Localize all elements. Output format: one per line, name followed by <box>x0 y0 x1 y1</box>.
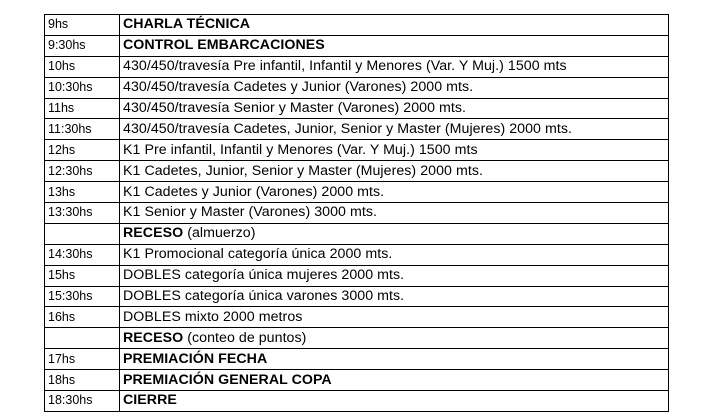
time-cell: 18hs <box>45 370 120 391</box>
event-cell <box>120 56 669 77</box>
table-row <box>45 391 669 412</box>
event-note: (almuerzo) <box>183 225 256 242</box>
event-cell <box>120 349 669 370</box>
table-row <box>45 265 669 286</box>
event-title: DOBLES mixto 2000 metros <box>123 308 303 325</box>
event-title: K1 Senior y Master (Varones) 3000 mts. <box>123 204 377 221</box>
table-row <box>45 286 669 307</box>
time-cell: 10:30hs <box>45 77 120 98</box>
event-cell <box>120 98 669 119</box>
event-title: DOBLES categoría única varones 3000 mts. <box>123 288 405 305</box>
table-row <box>45 140 669 161</box>
event-cell <box>120 328 669 349</box>
time-cell: 10hs <box>45 56 120 77</box>
table-row <box>45 15 669 36</box>
time-cell: 13:30hs <box>45 203 120 224</box>
event-cell <box>120 140 669 161</box>
event-cell <box>120 182 669 203</box>
table-row <box>45 35 669 56</box>
event-title: PREMIACIÓN FECHA <box>123 350 268 367</box>
time-cell: 17hs <box>45 349 120 370</box>
time-cell: 9hs <box>45 15 120 36</box>
table-row <box>45 328 669 349</box>
table-row <box>45 119 669 140</box>
time-cell: 16hs <box>45 307 120 328</box>
table-row <box>45 203 669 224</box>
table-row <box>45 161 669 182</box>
event-title: 430/450/travesía Cadetes, Junior, Senior y Master (Mujeres) 2000 mts. <box>123 120 572 137</box>
schedule-table <box>44 14 669 412</box>
event-title: K1 Pre infantil, Infantil y Menores (Var. Y Muj.) 1500 mts <box>123 141 478 158</box>
event-title: 430/450/travesía Pre infantil, Infantil y Menores (Var. Y Muj.) 1500 mts <box>123 58 567 75</box>
event-title: RECESO <box>123 329 184 346</box>
event-title: K1 Cadetes y Junior (Varones) 2000 mts. <box>123 183 385 200</box>
event-cell <box>120 77 669 98</box>
table-row <box>45 244 669 265</box>
time-cell: 9:30hs <box>45 35 120 56</box>
time-cell: 11:30hs <box>45 119 120 140</box>
table-row <box>45 223 669 244</box>
event-cell <box>120 223 669 244</box>
event-title: RECESO <box>123 225 184 242</box>
time-cell: 11hs <box>45 98 120 119</box>
event-title: CONTROL EMBARCACIONES <box>123 37 325 54</box>
time-cell: 18:30hs <box>45 391 120 412</box>
event-cell <box>120 286 669 307</box>
event-cell <box>120 307 669 328</box>
table-row <box>45 182 669 203</box>
time-cell: 12hs <box>45 140 120 161</box>
event-title: CHARLA TÉCNICA <box>123 16 251 33</box>
time-cell: 15:30hs <box>45 286 120 307</box>
event-title: 430/450/travesía Cadetes y Junior (Varones) 2000 mts. <box>123 79 474 96</box>
time-cell <box>45 328 120 349</box>
event-title: 430/450/travesía Senior y Master (Varones) 2000 mts. <box>123 100 467 116</box>
event-cell <box>120 203 669 224</box>
schedule-sheet <box>44 14 669 412</box>
event-cell <box>120 391 669 412</box>
event-cell <box>120 35 669 56</box>
event-cell <box>120 119 669 140</box>
schedule-body <box>45 15 669 412</box>
event-cell <box>120 161 669 182</box>
table-row <box>45 349 669 370</box>
event-title: DOBLES categoría única mujeres 2000 mts. <box>123 267 405 284</box>
time-cell: 15hs <box>45 265 120 286</box>
event-cell <box>120 15 669 36</box>
table-row <box>45 307 669 328</box>
event-note: (conteo de puntos) <box>183 329 307 346</box>
event-cell <box>120 265 669 286</box>
event-title: PREMIACIÓN GENERAL COPA <box>123 371 332 388</box>
time-cell: 13hs <box>45 182 120 203</box>
event-cell <box>120 370 669 391</box>
event-title: K1 Promocional categoría única 2000 mts. <box>123 246 393 263</box>
event-cell <box>120 244 669 265</box>
event-title: CIERRE <box>123 392 177 409</box>
time-cell: 12:30hs <box>45 161 120 182</box>
table-row <box>45 56 669 77</box>
table-row <box>45 370 669 391</box>
event-title: K1 Cadetes, Junior, Senior y Master (Mujeres) 2000 mts. <box>123 162 483 179</box>
time-cell <box>45 223 120 244</box>
time-cell: 14:30hs <box>45 244 120 265</box>
table-row <box>45 98 669 119</box>
table-row <box>45 77 669 98</box>
